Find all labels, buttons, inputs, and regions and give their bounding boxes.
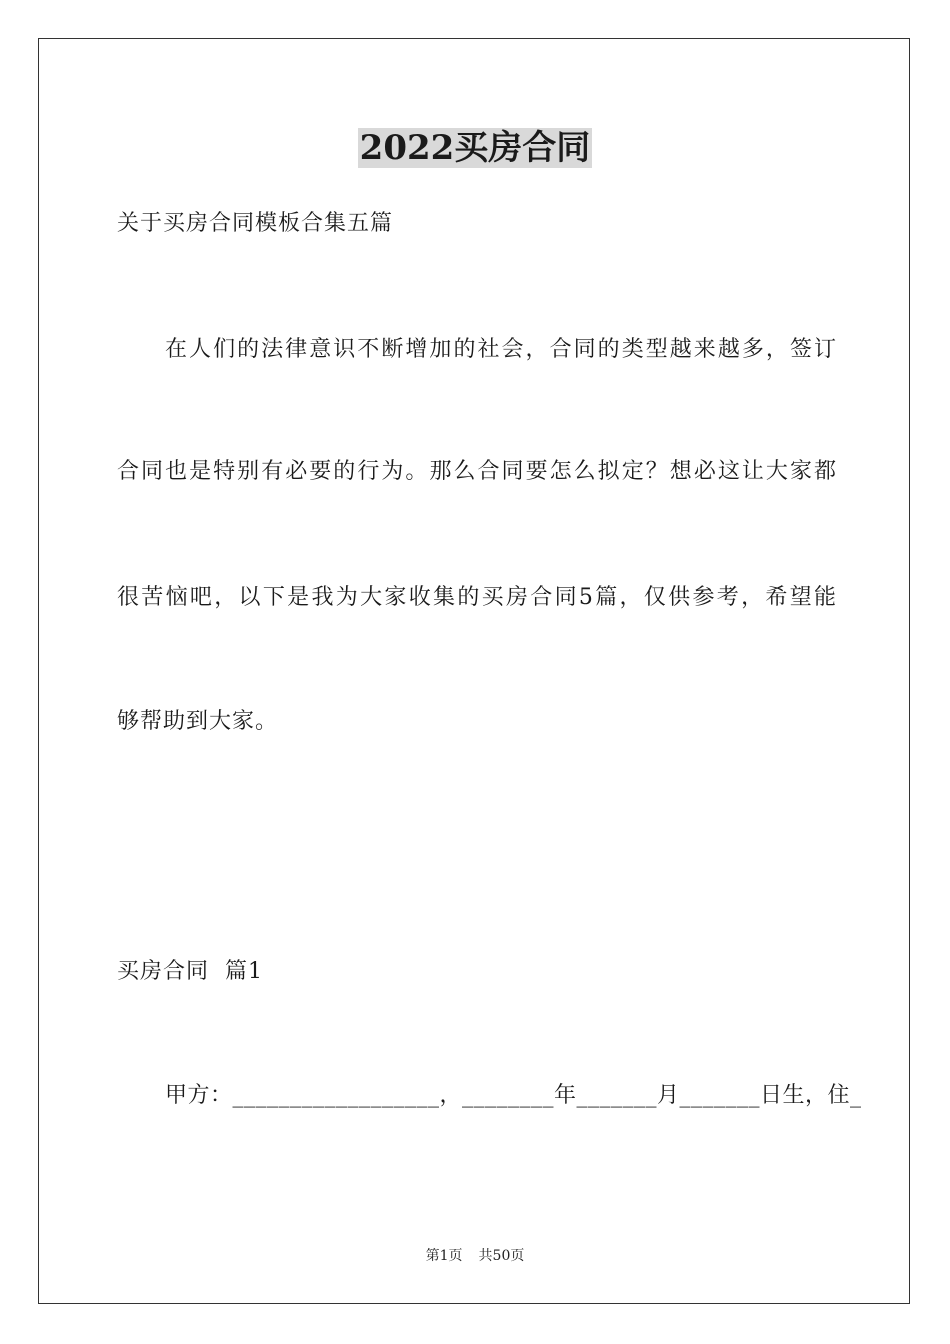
document-title-text: 2022买房合同 <box>359 128 591 168</box>
intro-paragraph-line-1: 在人们的法律意识不断增加的社会，合同的类型越来越多，签订 <box>165 337 837 362</box>
intro-paragraph-line-3: 很苦恼吧，以下是我为大家收集的买房合同5篇，仅供参考，希望能 <box>117 585 837 610</box>
intro-paragraph-line-2: 合同也是特别有必要的行为。那么合同要怎么拟定？想必这让大家都 <box>117 459 837 484</box>
document-title <box>0 124 950 172</box>
section-heading: 买房合同 篇1 <box>117 959 263 984</box>
intro-paragraph-line-4: 够帮助到大家。 <box>117 709 279 734</box>
page-footer <box>0 1246 950 1266</box>
document-subtitle: 关于买房合同模板合集五篇 <box>117 211 394 236</box>
page-number: 第1页 <box>425 1248 463 1264</box>
page-total: 共50页 <box>478 1248 525 1264</box>
party-a-line: 甲方：__________________，________年_______月_______日生，住_ <box>165 1083 862 1108</box>
